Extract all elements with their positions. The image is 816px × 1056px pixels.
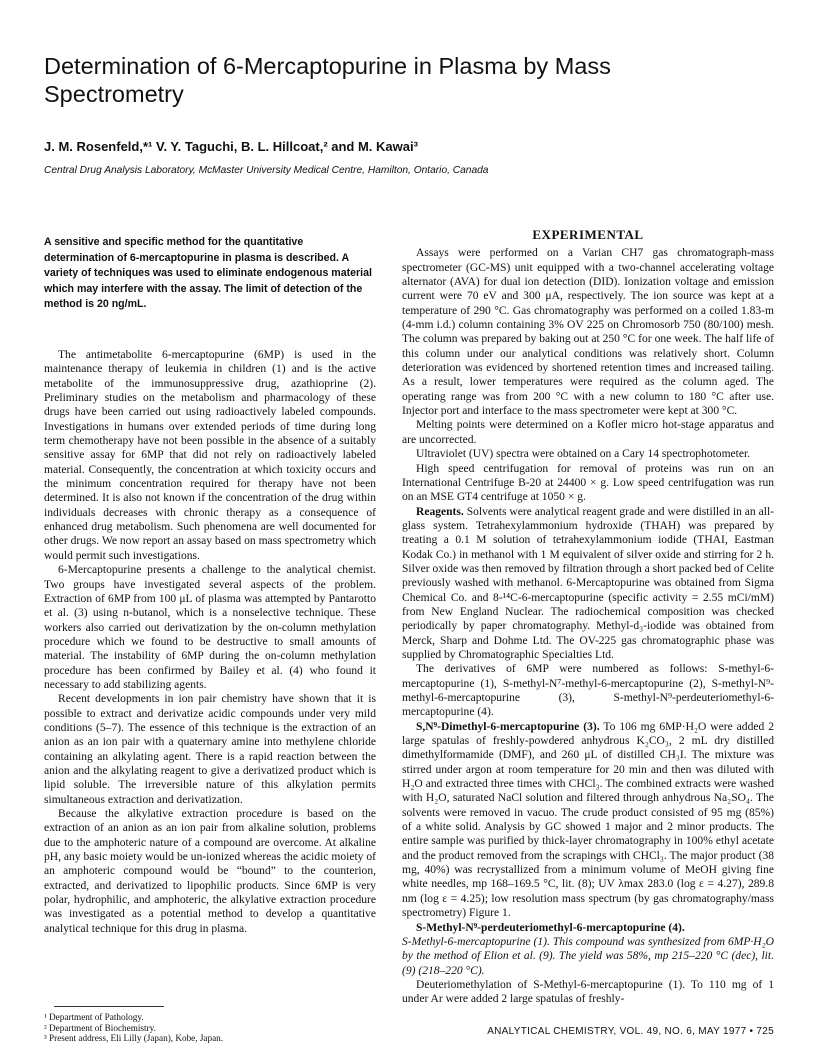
reagents-text: Solvents were analytical reagent grade and were distilled in an all-glass system. Tetrahexylammonium hydroxide (THAH) was prepared by treating a 0.1 M solution of tetrahexylammonium iodide (THAI, Eastman Kodak Co.) in methanol with 1 M equivalent of silver oxide and stirring for 2 h. Silver oxide was then removed by filtration through a short packed bed of Celite previously washed with methanol. 6-Mercaptopurine was obtained from Sigma Chemical Co. and 8-¹⁴C-6-mercaptopurine (specific activity = 2.55 mCi/mM) from New England Nuclear. The radiochemical composition was checked periodically by paper chromatography. Methyl-d₃-iodide was obtained from Merck, Sharp and Dohme Ltd. The OV-225 gas chromatographic phase was supplied by Chromatographic Specialties Ltd. [402,505,774,661]
experimental-paragraph-2: Melting points were determined on a Kofler micro hot-stage apparatus and are uncorrected. [402,419,774,446]
experimental-paragraph-3: Ultraviolet (UV) spectra were obtained on a Cary 14 spectrophotometer. [416,448,751,461]
article-title: Determination of 6-Mercaptopurine in Plasma by Mass Spectrometry [44,53,611,107]
derivatives-paragraph: The derivatives of 6MP were numbered as follows: S-methyl-6-mercaptopurine (1), S-methyl-N⁷-methyl-6-mercaptopurine (2), S-methyl-N⁹-methyl-6-mercaptopurine (3), S-methyl-N⁹-perdeuteriomethyl-6-mercaptopurine (4). [402,663,774,719]
right-column [402,228,774,1007]
dimethyl-text: To 106 mg 6MP·H₂O were added 2 large spatulas of freshly-powdered anhydrous K₂CO₃, 2 mL dry distilled dimethylformamide (DMF), and 260 μL of distilled CH₃I. The mixture was stirred under argon at room temperature for 20 min and then was diluted with H₂O and extracted three times with CHCl₃. The combined extracts were washed with H₂O, saturated NaCl solution and filtered through anhydrous Na₂SO₄. The solvents were removed in vacuo. The crude product consisted of 95 mg (85%) of a white solid. Analysis by GC showed 1 major and 2 minor products. The entire sample was purified by thick-layer chromatography in 100% ethyl acetate and the product removed from the scrapings with CHCl₃. The major product (38 mg, 40%) was recrystallized from a minimum volume of MeOH giving fine white needles, mp 168–169.5 °C, lit. (8); UV λmax 283.0 (log ε = 4.27), 289.8 nm (log ε = 4.25); low resolution mass spectrum (by gas chromatography/mass spectrometry) Figure 1. [402,720,774,920]
dimethyl-paragraph [402,720,774,921]
deuteriomethylation-paragraph: Deuteriomethylation of S-Methyl-6-mercaptopurine (1). To 110 mg of 1 under Ar were added 2 large spatulas of freshly- [402,978,774,1006]
abstract: A sensitive and specific method for the quantitative determination of 6-mercaptopurine in plasma is described. A variety of techniques was used to eliminate endogenous material which may interfere with the assay. The limit of detection of the method is 20 ng/mL. [44,236,372,310]
intro-paragraph-2: 6-Mercaptopurine presents a challenge to the analytical chemist. Two groups have investigated several aspects of the problem. Extraction of 6MP from 100 μL of plasma was attempted by Pantarotto et al. (3) using n-butanol, which is a nonselective technique. These workers also carried out derivatization by the on-column methylation procedure which we found to be destructive to small amounts of material. The instability of 6MP during the on-column methylation procedure has been confirmed by Bailey et al. (4) who found it necessary to add stabilizing agents. [44,564,376,691]
intro-paragraph-4: Because the alkylative extraction procedure is based on the extraction of an anion as an ion pair from alkaline solution, problems due to the amphoteric nature of a compound are overcome. At alkaline pH, any basic moiety would be un-ionized whereas the acidic moiety of an amphoteric compound would be “bound” to the counterion, extracted, and derivatized to lipophilic products. Since 6MP is very polar, hydrophilic, and amphoteric, the alkylative extraction procedure was investigated as a potential method to develop a quantitative analytical technique for this drug in plasma. [44,808,376,935]
footnote-1: ¹ Department of Pathology. [44,1012,144,1022]
intro-paragraph-3: Recent developments in ion pair chemistry have shown that it is possible to extract and derivatize acidic compounds under very mild conditions (5–7). The essence of this technique is the extraction of an anion as an ion pair with a quaternary amine into methylene chloride containing an alkylating agent. There is a rapid reaction between the anion and the alkylating reagent to give a derivatized product which is lipid soluble. The irreversible nature of this alkylation permits simultaneous extraction and derivatization. [44,693,376,806]
experimental-paragraph-4: High speed centrifugation for removal of proteins was run on an International Centrifuge B-20 at 24400 × g. Low speed centrifugation was run on an MSE GT4 centrifuge at 1050 × g. [402,462,774,504]
footnotes [44,1012,376,1044]
smethyl-paragraph: S-Methyl-6-mercaptopurine (1). This compound was synthesized from 6MP·H₂O by the method of Elion et al. (9). The yield was 58%, mp 215–220 °C (dec), lit. (9) (218–220 °C). [402,935,774,977]
section-heading-experimental: EXPERIMENTAL [532,227,644,242]
affiliation: Central Drug Analysis Laboratory, McMaster University Medical Centre, Hamilton, Ontario, Canada [44,165,489,176]
experimental-paragraph-1: Assays were performed on a Varian CH7 gas chromatograph-mass spectrometer (GC-MS) unit equipped with a two-channel accelerating voltage alternator (AVA) for dual ion detection (DID). Ionization voltage and emission current were 70 eV and 300 μA, respectively. The ion source was kept at a temperature of 290 °C. Gas chromatography was performed on a coiled 1.83-m (4-mm i.d.) column containing 3% OV 225 on Chromosorb 750 (80/100) mesh. The column was prepared by baking out at 250 °C for one week. The half life of this column under our analytical conditions was relatively short. Column deterioration was evidenced by shortened retention times and increased tailing. As a result, lower temperatures were required as the column aged. The operating range was from 200 °C with a new column to 180 °C after use. Injector port and interface to the mass spectrometer were kept at 300 °C. [402,247,774,418]
left-column [44,348,376,936]
footnote-2: ² Department of Biochemistry. [44,1022,156,1033]
reagents-paragraph [402,505,774,663]
reagents-heading: Reagents. [416,505,464,518]
perdeuteriomethyl-heading: S-Methyl-N⁹-perdeuteriomethyl-6-mercaptopurine (4). [416,921,685,934]
footnote-3: ³ Present address, Eli Lilly (Japan), Kobe, Japan. [44,1033,224,1044]
page-footer: ANALYTICAL CHEMISTRY, VOL. 49, NO. 6, MAY 1977 • 725 [487,1026,774,1037]
dimethyl-heading: S,N⁹-Dimethyl-6-mercaptopurine (3). [416,720,600,733]
author-list: J. M. Rosenfeld,*¹ V. Y. Taguchi, B. L. Hillcoat,² and M. Kawai³ [44,139,418,154]
intro-paragraph-1: The antimetabolite 6-mercaptopurine (6MP) is used in the maintenance therapy of leukemia in children (1) and is the active metabolite of the immunosuppressive drug, azathioprine (2). Preliminary studies on the metabolism and pharmacology of these drugs have been carried out using radioactively labeled compounds. Investigations in humans over extended periods of time during long term chemotherapy have not been possible in the absence of a suitably sensitive assay for 6MP that did not rely on radioactively labeled material. Consequently, the concentration at which toxicity occurs and the minimum concentration required for therapy have not been determined. It is also not known if the concentration of the drug within individuals decreases with chronic therapy as a consequence of enhanced drug metabolism. Such phenomena are well documented for other drugs. We now report an assay based on mass spectrometry which would permit such investigations. [44,349,376,562]
